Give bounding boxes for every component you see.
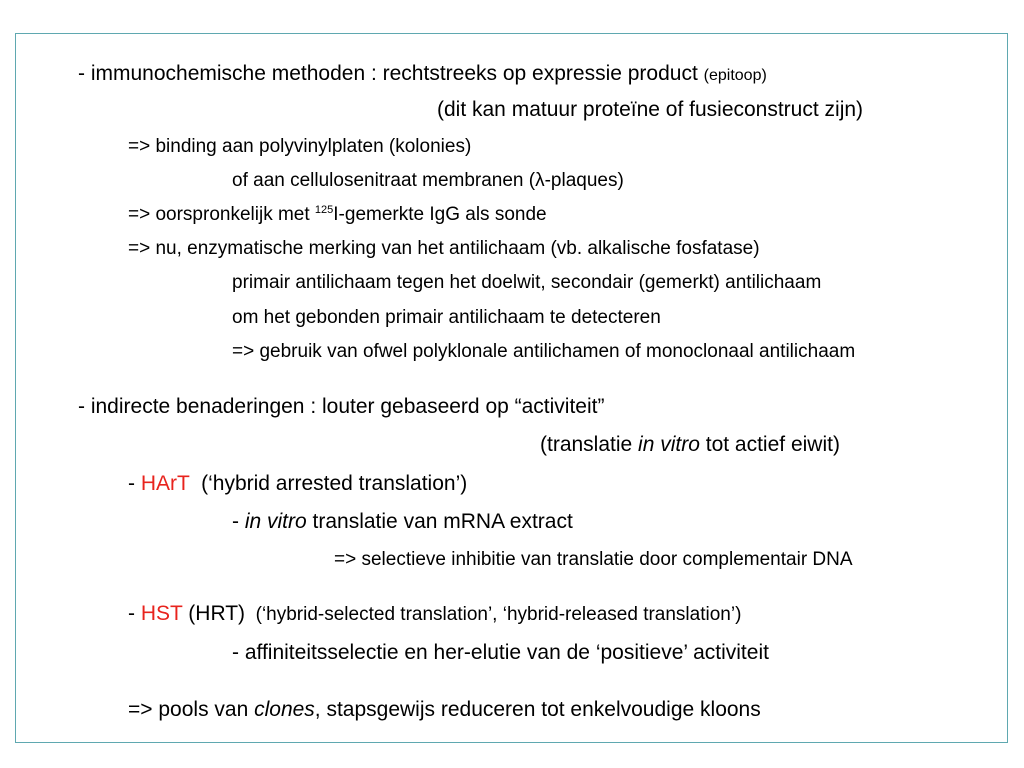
- line-immunochemische-text: - immunochemische methoden : rechtstreeks op expressie product: [78, 62, 698, 85]
- line-primair: primair antilichaam tegen het doelwit, secondair (gemerkt) antilichaam: [232, 272, 822, 293]
- line-pools: [128, 699, 761, 720]
- hart-dash: -: [128, 472, 141, 495]
- lambda-symbol: λ: [535, 170, 545, 191]
- line-translatie: [540, 434, 840, 455]
- line-binding: => binding aan polyvinylplaten (kolonies): [128, 136, 472, 157]
- hst-description: (‘hybrid-selected translation’, ‘hybrid-released translation’): [245, 604, 742, 625]
- line-in-vitro-translatie: [232, 511, 573, 532]
- epitoop-note: (epitoop): [703, 67, 767, 84]
- line-hst: [128, 603, 741, 624]
- line-immunochemische: [78, 63, 767, 84]
- line-affiniteitsselectie: - affiniteitsselectie en her-elutie van de ‘positieve’ activiteit: [232, 641, 769, 664]
- oorspronkelijk-post: I-gemerkte IgG als sonde: [333, 204, 547, 225]
- cellulose-pre: of aan cellulosenitraat membranen (: [232, 170, 536, 191]
- line-gebonden: om het gebonden primair antilichaam te detecteren: [232, 307, 661, 328]
- line-selectieve: => selectieve inhibitie van translatie door complementair DNA: [334, 549, 853, 570]
- hst-label: HST: [140, 602, 183, 625]
- oorspronkelijk-pre: => oorspronkelijk met: [128, 204, 315, 225]
- in-vitro-italic-2: in vitro: [244, 510, 307, 533]
- translatie-post: tot actief eiwit): [699, 433, 840, 456]
- line-indirecte: - indirecte benaderingen : louter gebaseerd op “activiteit”: [78, 395, 605, 418]
- pools-pre: => pools van: [128, 698, 255, 721]
- translatie-pre: (translatie: [540, 433, 639, 456]
- hart-description: (‘hybrid arrested translation’): [189, 472, 468, 495]
- in-vitro-italic: in vitro: [638, 433, 700, 456]
- hst-dash: -: [128, 602, 141, 625]
- line-hart: [128, 473, 467, 494]
- line-polyklonale: => gebruik van ofwel polyklonale antilichamen of monoclonaal antilichaam: [232, 341, 856, 362]
- clones-italic: clones: [254, 698, 315, 721]
- line-oorspronkelijk: [128, 205, 547, 224]
- in-vitro-post: translatie van mRNA extract: [306, 510, 573, 533]
- pools-post: , stapsgewijs reduceren tot enkelvoudige kloons: [314, 698, 761, 721]
- line-matuur: (dit kan matuur proteïne of fusieconstruct zijn): [437, 98, 864, 121]
- isotope-superscript: 125: [314, 204, 334, 216]
- line-cellulosenitraat: [232, 171, 624, 190]
- hart-label: HArT: [140, 472, 190, 495]
- hrt-label: (HRT): [182, 602, 246, 625]
- line-enzymatische: => nu, enzymatische merking van het antilichaam (vb. alkalische fosfatase): [128, 238, 760, 259]
- in-vitro-dash: -: [232, 510, 245, 533]
- cellulose-post: -plaques): [544, 170, 624, 191]
